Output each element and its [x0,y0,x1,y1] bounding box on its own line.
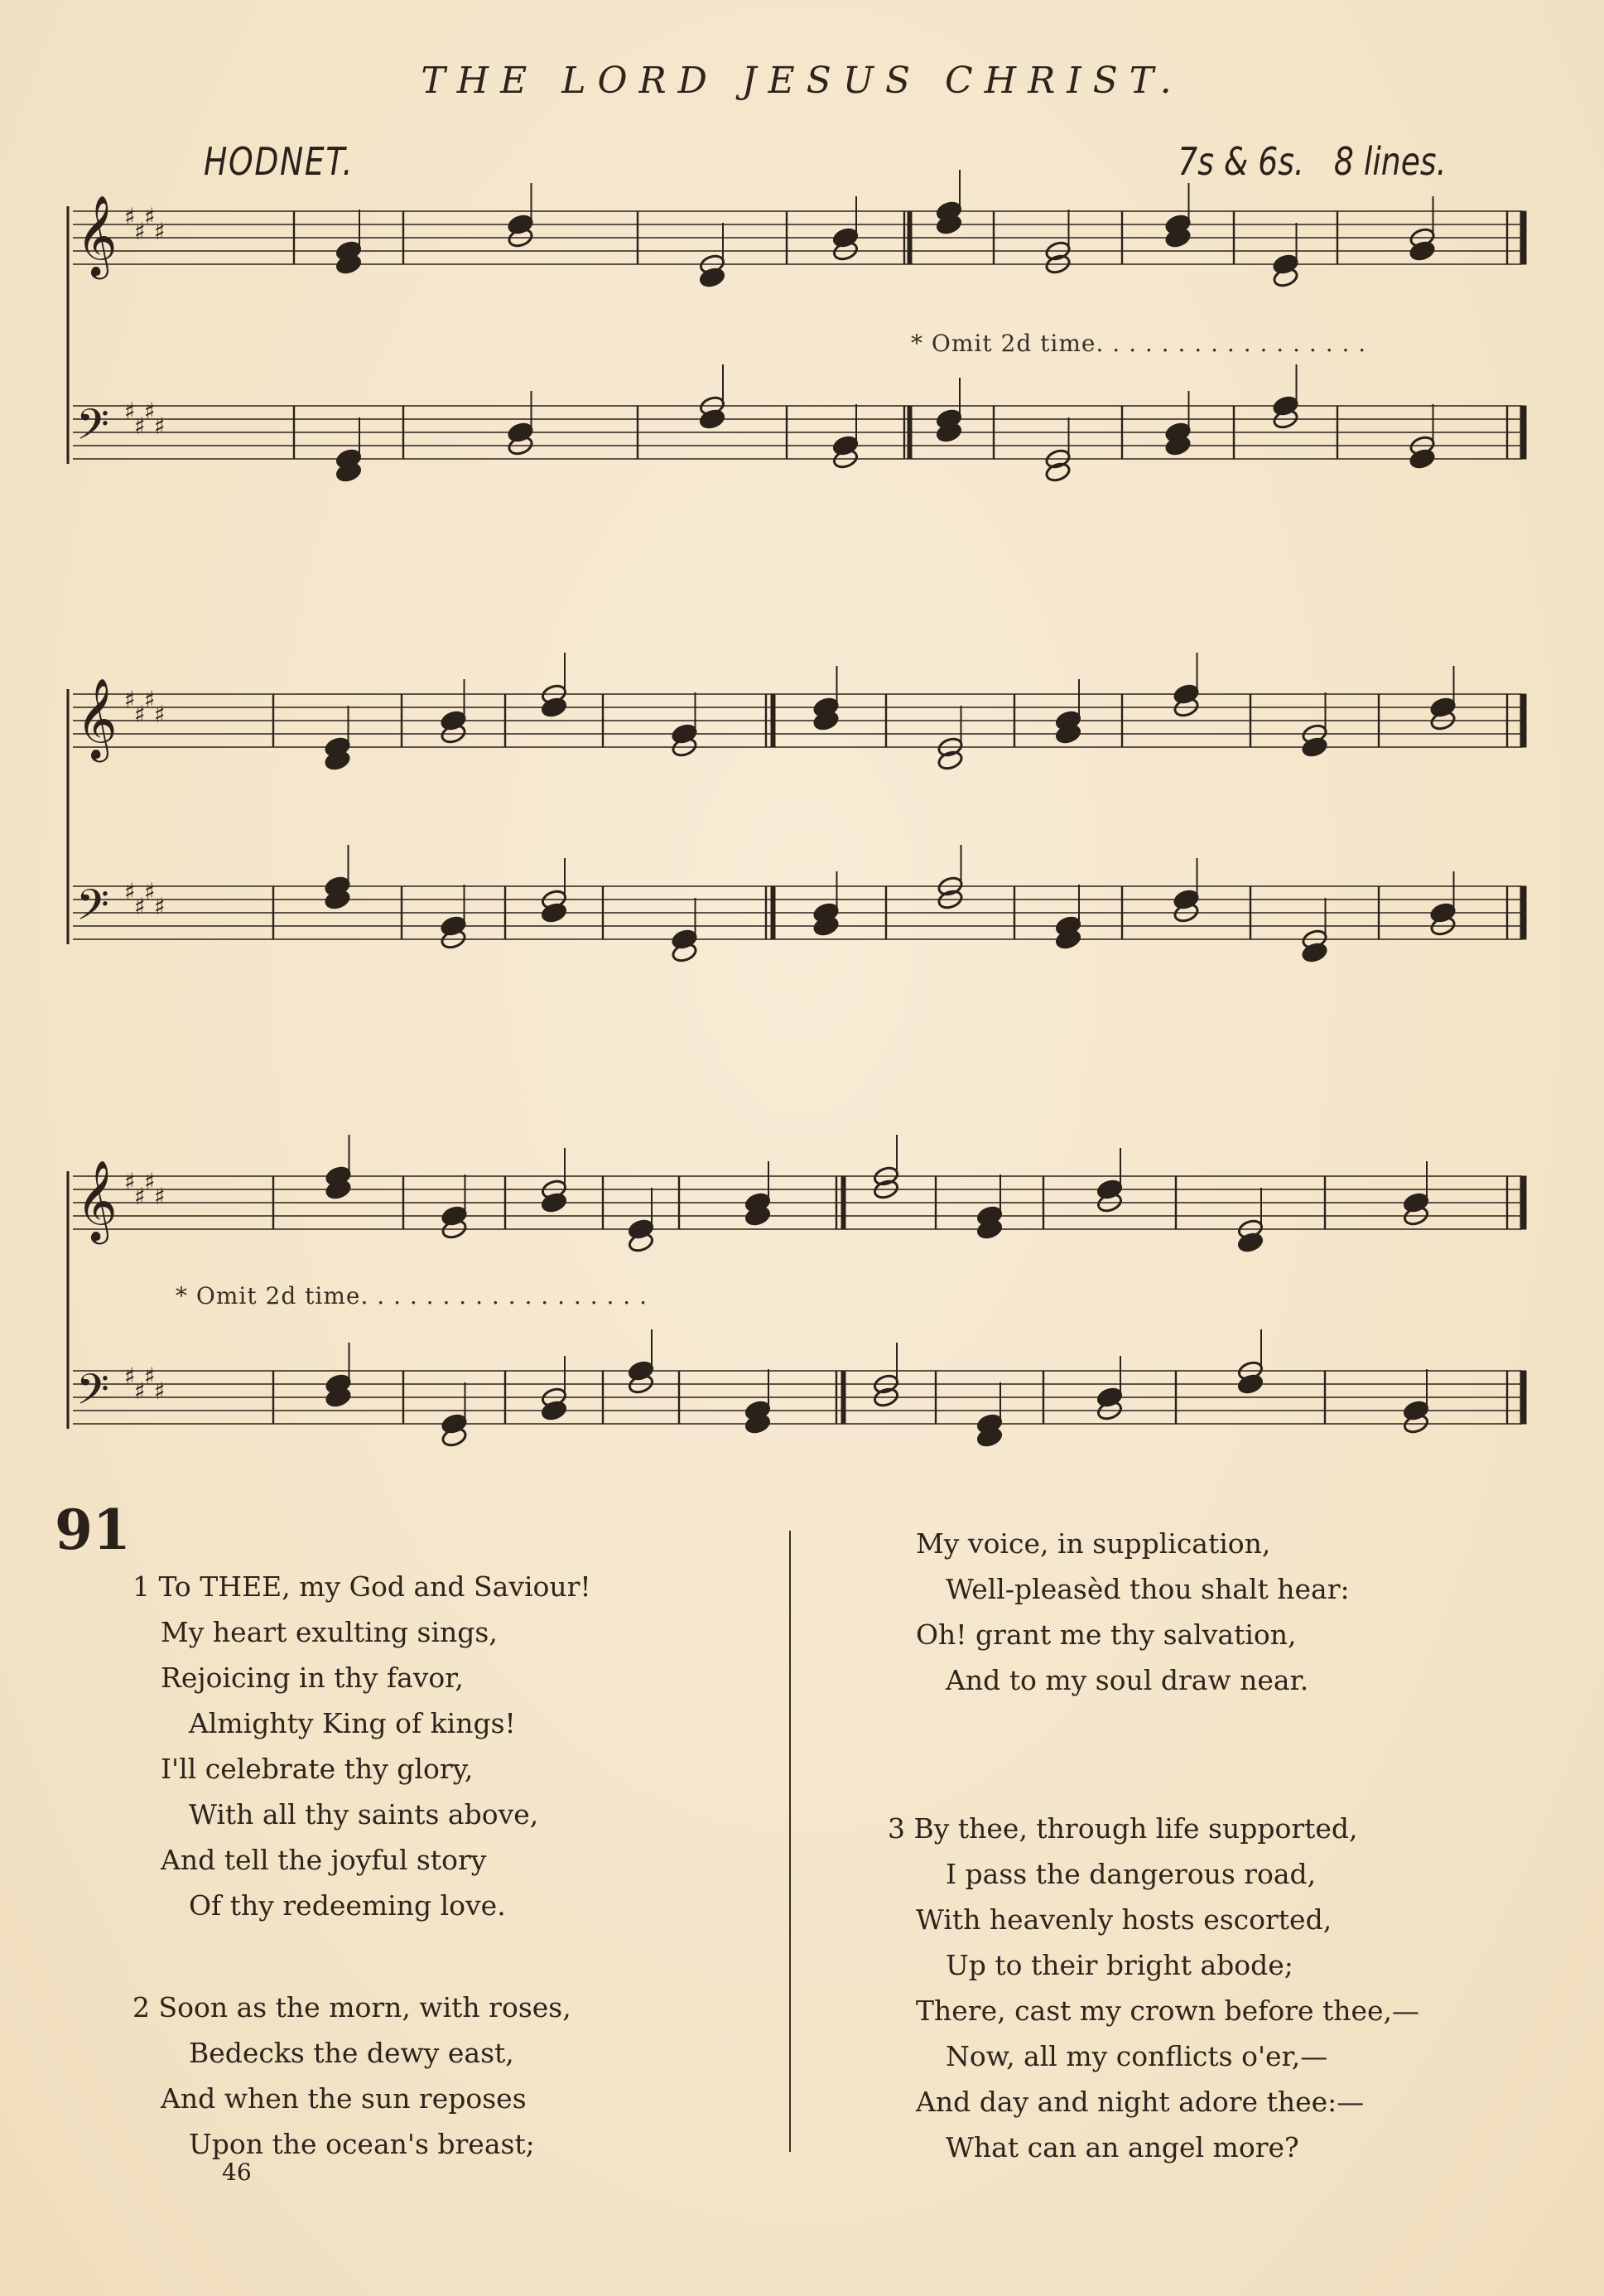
sharp-icon: ♯ [134,893,146,920]
bass-clef-icon: 𝄢 [76,399,109,460]
verse-column-left [132,1564,591,2167]
sharp-icon: ♯ [134,701,146,728]
sharp-icon: ♯ [134,218,146,245]
sharp-icon: ♯ [134,1183,146,1210]
bass-clef-icon: 𝄢 [76,1364,109,1425]
sharp-icon: ♯ [154,412,166,440]
sharp-icon: ♯ [154,1377,166,1405]
stanza-2-line-3: And when the sun reposes [161,2082,527,2115]
bass-clef-icon: 𝄢 [76,880,109,940]
sharp-icon: ♯ [144,686,156,713]
stanza-1-line-4: Almighty King of kings! [189,1707,516,1739]
stanza-3-line-2: I pass the dangerous road, [946,1858,1317,1890]
stanza-3-line-5: There, cast my crown before thee,— [916,1995,1420,2027]
stanza-3-line-4: Up to their bright abode; [946,1949,1293,1981]
stanza-2-line-5: My voice, in supplication, [916,1527,1271,1560]
sharp-icon: ♯ [154,701,166,728]
double-bar [841,1371,845,1424]
stanza-1-line-5: I'll celebrate thy glory, [161,1753,474,1785]
sharp-icon: ♯ [144,398,156,425]
final-bar [1520,694,1526,747]
stanza-3-line-8: What can an angel more? [946,2131,1299,2163]
sharp-icon: ♯ [124,203,136,230]
sharp-icon: ♯ [134,1377,146,1405]
verse-column-right [888,1521,1420,2170]
stanza-3-line-6: Now, all my conflicts o'er,— [946,2040,1328,2072]
stanza-1-line-1: 1 To THEE, my God and Saviour! [132,1570,591,1603]
sharp-icon: ♯ [144,1168,156,1195]
sharp-icon: ♯ [154,218,166,245]
final-bar [1520,211,1526,264]
sharp-icon: ♯ [154,893,166,920]
double-bar [841,1176,845,1229]
final-bar [1520,406,1526,459]
stanza-1-line-6: With all thy saints above, [189,1798,539,1831]
stanza-1-line-3: Rejoicing in thy favor, [161,1662,464,1694]
column-divider [789,1531,791,2152]
omit-note-2: * Omit 2d time. . . . . . . . . . . . . . . . . . [176,1282,648,1310]
sharp-icon: ♯ [124,1363,136,1390]
running-head: THE LORD JESUS CHRIST. [421,60,1183,102]
stanza-2-line-1: 2 Soon as the morn, with roses, [132,1991,571,2023]
stanza-1-line-8: Of thy redeeming love. [189,1889,506,1922]
hymn-number: 91 [55,1498,131,1562]
stanza-3-line-7: And day and night adore thee:— [916,2086,1365,2118]
sharp-icon: ♯ [144,1363,156,1390]
meter-label: 7s & 6s. 8 lines. [1178,139,1447,184]
treble-clef-icon: 𝄞 [76,1160,118,1241]
sharp-icon: ♯ [154,1183,166,1210]
double-bar [771,886,775,939]
treble-clef-icon: 𝄞 [76,678,118,759]
treble-clef-icon: 𝄞 [76,195,118,276]
sharp-icon: ♯ [124,686,136,713]
stanza-2-line-6: Well-pleasèd thou shalt hear: [946,1573,1350,1605]
stanza-2-line-4: Upon the ocean's breast; [189,2128,535,2160]
stanza-2-line-7: Oh! grant me thy salvation, [916,1618,1297,1651]
final-bar [1520,1176,1526,1229]
sharp-icon: ♯ [124,398,136,425]
sharp-icon: ♯ [124,878,136,905]
sharp-icon: ♯ [144,878,156,905]
omit-note-1: * Omit 2d time. . . . . . . . . . . . . . . . . [911,330,1367,357]
final-bar [1520,1371,1526,1424]
stanza-1-line-7: And tell the joyful story [161,1844,487,1876]
double-bar [771,694,775,747]
tune-name: HODNET. [204,139,354,184]
sharp-icon: ♯ [134,412,146,440]
double-bar [908,211,912,264]
final-bar [1520,886,1526,939]
stanza-2-line-2: Bedecks the dewy east, [189,2037,514,2069]
sharp-icon: ♯ [144,203,156,230]
stanza-3-line-1: 3 By thee, through life supported, [888,1812,1358,1845]
double-bar [908,406,912,459]
stanza-2-line-8: And to my soul draw near. [946,1664,1309,1696]
sharp-icon: ♯ [124,1168,136,1195]
stanza-1-line-2: My heart exulting sings, [161,1616,498,1648]
page-number: 46 [222,2159,252,2186]
stanza-3-line-3: With heavenly hosts escorted, [916,1903,1332,1936]
